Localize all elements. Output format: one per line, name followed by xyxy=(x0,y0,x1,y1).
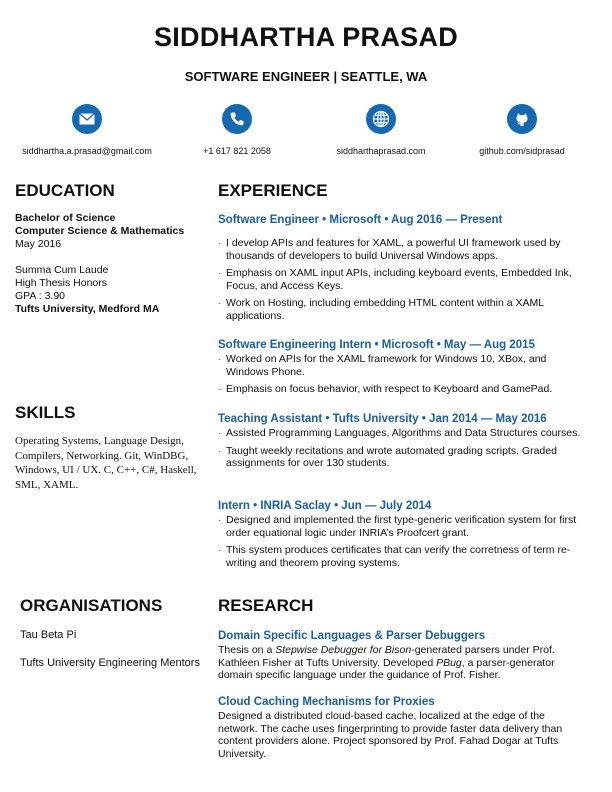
phone-icon xyxy=(222,104,252,134)
candidate-name: SIDDHARTHA PRASAD xyxy=(153,22,459,52)
emphasis: Stepwise Debugger for Bison xyxy=(275,644,412,656)
github-text[interactable]: github.com/sidprasad xyxy=(479,146,565,156)
experience-bullet: · Taught weekly recitations and wrote automated grading scripts. Graded assignments for over 130 students. xyxy=(218,445,584,470)
research-entry xyxy=(218,629,584,682)
experience-bullet: · I develop APIs and features for XAML, a powerful UI framework used by thousands of developers to build Universal Windows apps. xyxy=(218,237,584,262)
experience-bullet: · Emphasis on focus behavior, with respect to Keyboard and GamePad. xyxy=(218,383,584,396)
skills-heading: SKILLS xyxy=(15,403,76,422)
experience-bullet: · This system produces certificates that can verify the corretness of term re-writing and theorem proving systems. xyxy=(218,544,584,569)
honor-item: Summa Cum Laude xyxy=(15,264,109,276)
organisations-heading: ORGANISATIONS xyxy=(20,596,163,615)
education-heading: EDUCATION xyxy=(15,181,115,200)
contact-website[interactable] xyxy=(306,104,456,156)
research-description: Thesis on a Stepwise Debugger for Bison-generated parsers under Prof. Kathleen Fisher at Tufts University. Developed PBug, a parser-generator domain specific language under the guidance of Prof. Fisher. xyxy=(218,644,555,682)
job-title-location: SOFTWARE ENGINEER | SEATTLE, WA xyxy=(184,69,428,84)
email-icon xyxy=(72,104,102,134)
experience-title: Software Engineering Intern • Microsoft • May — Aug 2015 xyxy=(218,339,535,351)
emphasis: PBug xyxy=(436,656,462,669)
experience-bullet: · Assisted Programming Languages, Algorithms and Data Structures courses. xyxy=(218,427,584,440)
organisation-item: Tau Beta Pi xyxy=(20,629,77,641)
email-text[interactable]: siddhartha.a.prasad@gmail.com xyxy=(22,146,152,156)
research-title: Cloud Caching Mechanisms for Proxies xyxy=(218,696,435,708)
experience-entry xyxy=(218,499,584,574)
organisation-item: Tufts University Engineering Mentors xyxy=(20,657,200,669)
contact-email[interactable] xyxy=(12,104,162,156)
school: Tufts University, Medford MA xyxy=(15,303,160,315)
gpa: GPA : 3.90 xyxy=(15,290,66,302)
experience-bullet: · Emphasis on XAML input APIs, including keyboard events, Embedded Ink, Focus, and Access Keys. xyxy=(218,267,584,292)
github-icon xyxy=(507,104,537,134)
globe-icon xyxy=(366,104,396,134)
experience-entry xyxy=(218,213,584,328)
research-description: Designed a distributed cloud-based cache, localized at the edge of the network. The cache uses fingerprinting to provide faster data delivery than content providers alone. Project sponsored by Prof. Fahad Dogar at Tufts University. xyxy=(218,710,563,760)
experience-bullet: · Designed and implemented the first type-generic verification system for first order equational logic under INRIA’s Proofcert grant. xyxy=(218,514,584,539)
experience-title: Teaching Assistant • Tufts University • Jan 2014 — May 2016 xyxy=(218,413,547,425)
research-title: Domain Specific Languages & Parser Debuggers xyxy=(218,630,486,642)
organisations-list xyxy=(20,628,205,684)
experience-bullet: · Work on Hosting, including embedding HTML content within a XAML applications. xyxy=(218,297,584,322)
research-entry xyxy=(218,695,584,760)
experience-entry xyxy=(218,412,584,475)
experience-bullet: · Worked on APIs for the XAML framework for Windows 10, XBox, and Windows Phone. xyxy=(218,353,584,378)
experience-entry xyxy=(218,338,584,401)
research-heading: RESEARCH xyxy=(218,596,314,615)
graduation-date: May 2016 xyxy=(15,238,62,250)
experience-heading: EXPERIENCE xyxy=(218,181,328,200)
skills-text: Operating Systems, Language Design, Compilers, Networking. Git, WinDBG, Windows, UI / UX. C, C++, C#, Haskell, SML, XAML. xyxy=(15,435,197,491)
website-text[interactable]: siddharthaprasad.com xyxy=(336,146,426,156)
experience-title: Intern • INRIA Saclay • Jun — July 2014 xyxy=(218,500,432,512)
honor-item: High Thesis Honors xyxy=(15,277,108,289)
major: Computer Science & Mathematics xyxy=(15,225,185,237)
contact-phone[interactable] xyxy=(162,104,312,156)
phone-text[interactable]: +1 617 821 2058 xyxy=(203,146,271,156)
contact-github[interactable] xyxy=(447,104,597,156)
experience-title: Software Engineer • Microsoft • Aug 2016 — Present xyxy=(218,214,503,226)
education-block xyxy=(15,212,205,316)
degree: Bachelor of Science xyxy=(15,212,116,224)
